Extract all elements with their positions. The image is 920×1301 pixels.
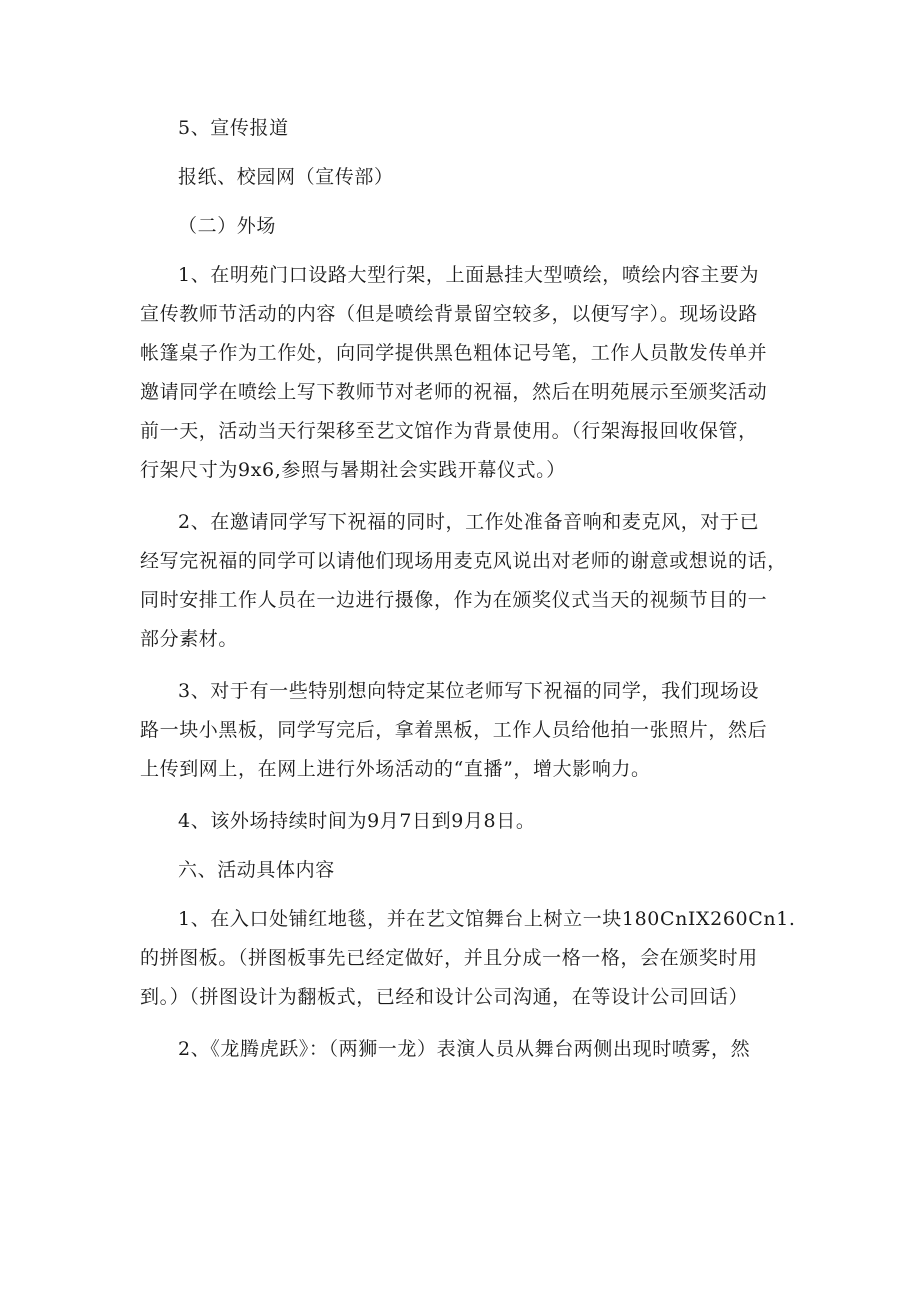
paragraph-outdoor-item-1 [140,256,790,490]
text-line: 路一块小黑板，同学写完后，拿着黑板，工作人员给他拍一张照片，然后 [140,719,768,741]
paragraph-publicity-heading [140,109,790,148]
text-line: 2、《龙腾虎跃》：（两狮一龙）表演人员从舞台两侧出现时喷雾，然 [178,1038,751,1060]
text-line: 到。）（拼图设计为翻板式，已经和设计公司沟通，在等设计公司回话） [140,986,749,1008]
text-line: 前一天，活动当天行架移至艺文馆作为背景使用。（行架海报回收保管， [140,420,758,442]
text-line: 宣传教师节活动的内容（但是喷绘背景留空较多，以便写字）。现场设路 [140,303,758,325]
text-line: 六、活动具体内容 [178,859,335,881]
paragraph-section-six-item-1 [140,900,796,1017]
text-line: 报纸、校园网（宣传部） [178,166,394,188]
text-line: 3、对于有一些特别想向特定某位老师写下祝福的同学，我们现场设 [178,680,760,702]
paragraph-outdoor-item-4 [140,802,790,841]
text-line: 的拼图板。（拼图板事先已经定做好，并且分成一格一格，会在颁奖时用 [140,947,758,969]
text-line: 上传到网上，在网上进行外场活动的“直播”，增大影响力。 [140,758,651,780]
paragraph-section-six-heading [140,851,790,890]
paragraph-outdoor-item-3 [140,672,790,789]
text-line: 帐篷桌子作为工作处，向同学提供黑色粗体记号笔，工作人员散发传单并 [140,342,768,364]
text-line: 1、在明苑门口设路大型行架，上面悬挂大型喷绘，喷绘内容主要为 [178,264,760,286]
text-line: （二）外场 [178,215,277,237]
document-body [140,109,796,1069]
paragraph-section-six-item-2 [140,1030,790,1069]
paragraph-outdoor-item-2 [140,503,790,659]
text-line: 1、在入口处铺红地毯，并在艺文馆舞台上树立一块180CnIX260Cn1. [178,908,796,930]
text-line: 行架尺寸为9x6,参照与暑期社会实践开幕仪式。） [140,459,566,481]
text-line: 邀请同学在喷绘上写下教师节对老师的祝福，然后在明苑展示至颁奖活动 [140,381,768,403]
text-line: 经写完祝福的同学可以请他们现场用麦克风说出对老师的谢意或想说的话， [140,550,787,572]
text-line: 4、该外场持续时间为9月7日到9月8日。 [178,810,536,832]
text-line: 部分素材。 [140,628,239,650]
paragraph-publicity-channels [140,158,790,197]
paragraph-outdoor-heading [140,207,790,246]
text-line: 5、宣传报道 [178,117,289,139]
text-line: 2、在邀请同学写下祝福的同时，工作处准备音响和麦克风，对于已 [178,511,760,533]
text-line: 同时安排工作人员在一边进行摄像，作为在颁奖仪式当天的视频节目的一 [140,589,768,611]
